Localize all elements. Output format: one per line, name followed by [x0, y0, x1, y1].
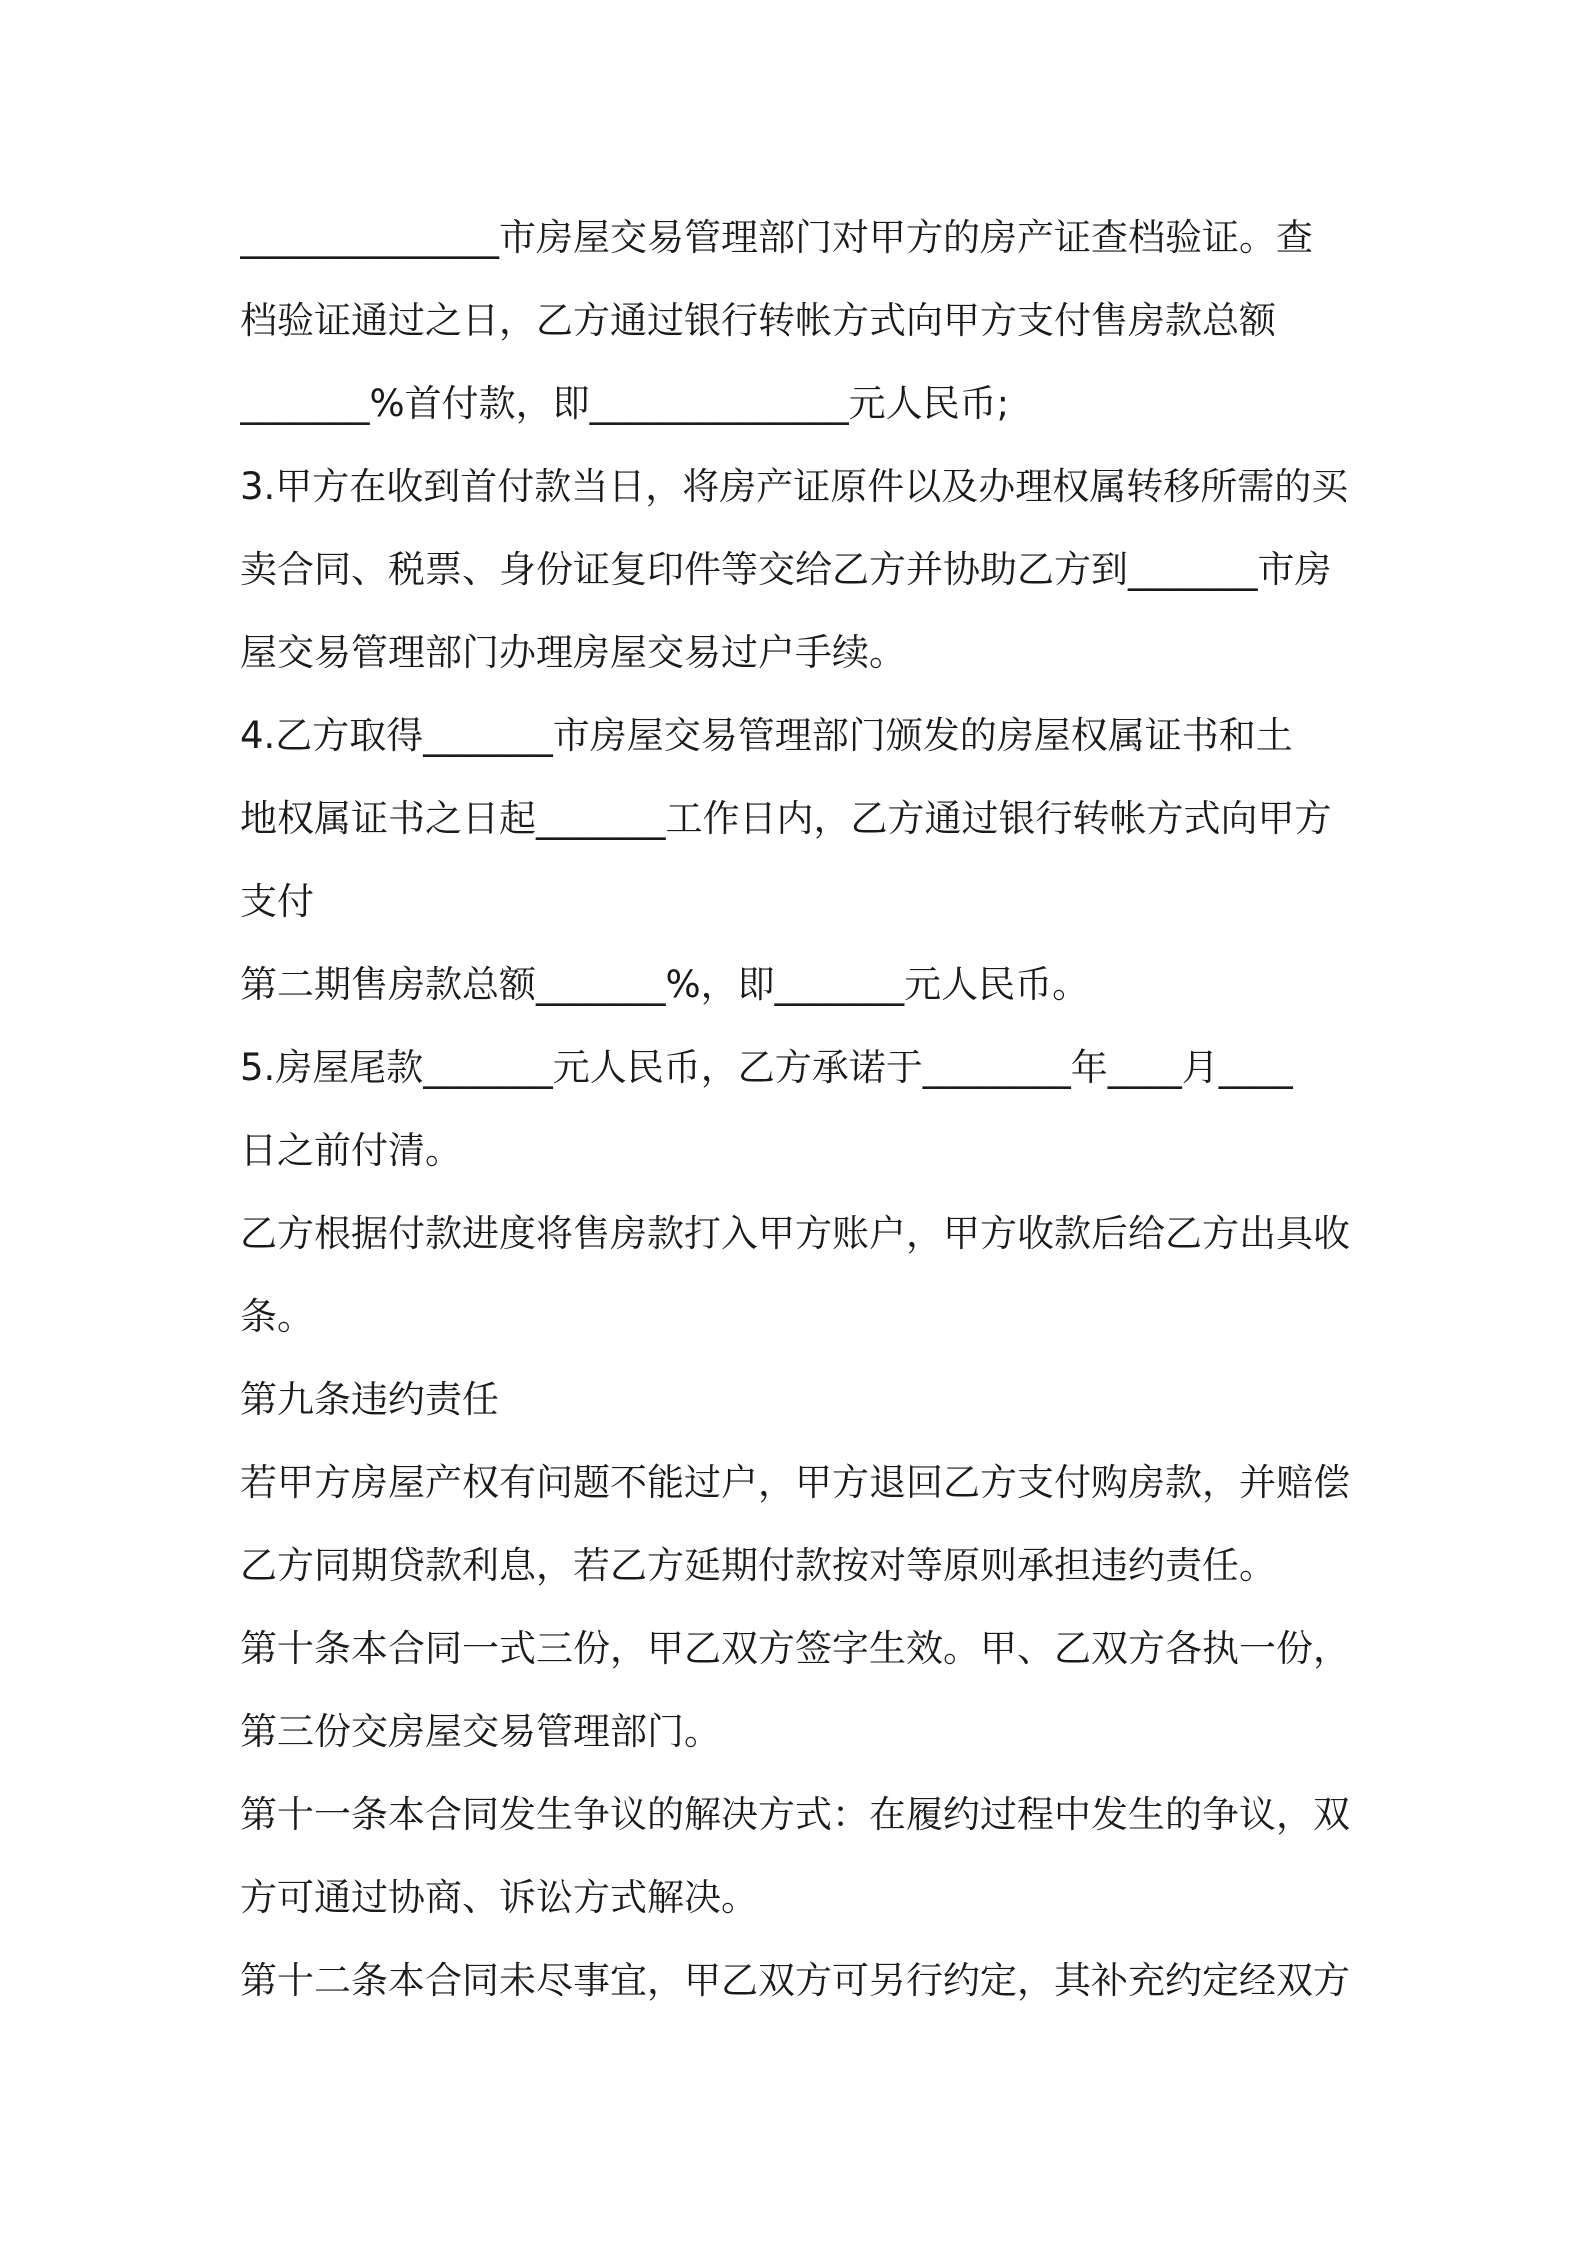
text-line: 乙方根据付款进度将售房款打入甲方账户，甲方收款后给乙方出具收	[240, 1212, 1350, 1255]
text-line: 乙方同期贷款利息，若乙方延期付款按对等原则承担违约责任。	[240, 1544, 1276, 1587]
clause-5-line: 5.房屋尾款_______元人民币，乙方承诺于________年____月____	[240, 1046, 1293, 1089]
text-line: 日之前付清。	[240, 1129, 462, 1172]
text-line: 地权属证书之日起_______工作日内，乙方通过银行转帐方式向甲方	[240, 797, 1332, 840]
article-11-line: 第十一条本合同发生争议的解决方式：在履约过程中发生的争议，双	[240, 1793, 1350, 1836]
text-line: _______%首付款，即______________元人民币;	[240, 382, 1010, 425]
article-9-heading: 第九条违约责任	[240, 1378, 499, 1421]
text-line: 方可通过协商、诉讼方式解决。	[240, 1876, 758, 1919]
text-line: 屋交易管理部门办理房屋交易过户手续。	[240, 631, 906, 674]
text-line: 卖合同、税票、身份证复印件等交给乙方并协助乙方到_______市房	[240, 548, 1332, 591]
article-12-line: 第十二条本合同未尽事宜，甲乙双方可另行约定，其补充约定经双方	[240, 1959, 1350, 2002]
text-line: 若甲方房屋产权有问题不能过户，甲方退回乙方支付购房款，并赔偿	[240, 1461, 1350, 1504]
text-line: 第二期售房款总额_______%，即_______元人民币。	[240, 963, 1090, 1006]
text-line: 档验证通过之日，乙方通过银行转帐方式向甲方支付售房款总额	[240, 299, 1276, 342]
clause-4-line: 4.乙方取得_______市房屋交易管理部门颁发的房屋权属证书和土	[240, 714, 1293, 757]
text-line: 支付	[240, 880, 314, 923]
text-line: ______________市房屋交易管理部门对甲方的房产证查档验证。查	[240, 216, 1313, 259]
text-line: 条。	[240, 1295, 314, 1338]
text-line: 第三份交房屋交易管理部门。	[240, 1710, 721, 1753]
article-10-line: 第十条本合同一式三份，甲乙双方签字生效。甲、乙双方各执一份，	[240, 1627, 1350, 1670]
document-body	[240, 196, 1358, 2022]
clause-3-line: 3.甲方在收到首付款当日，将房产证原件以及办理权属转移所需的买	[240, 465, 1349, 508]
